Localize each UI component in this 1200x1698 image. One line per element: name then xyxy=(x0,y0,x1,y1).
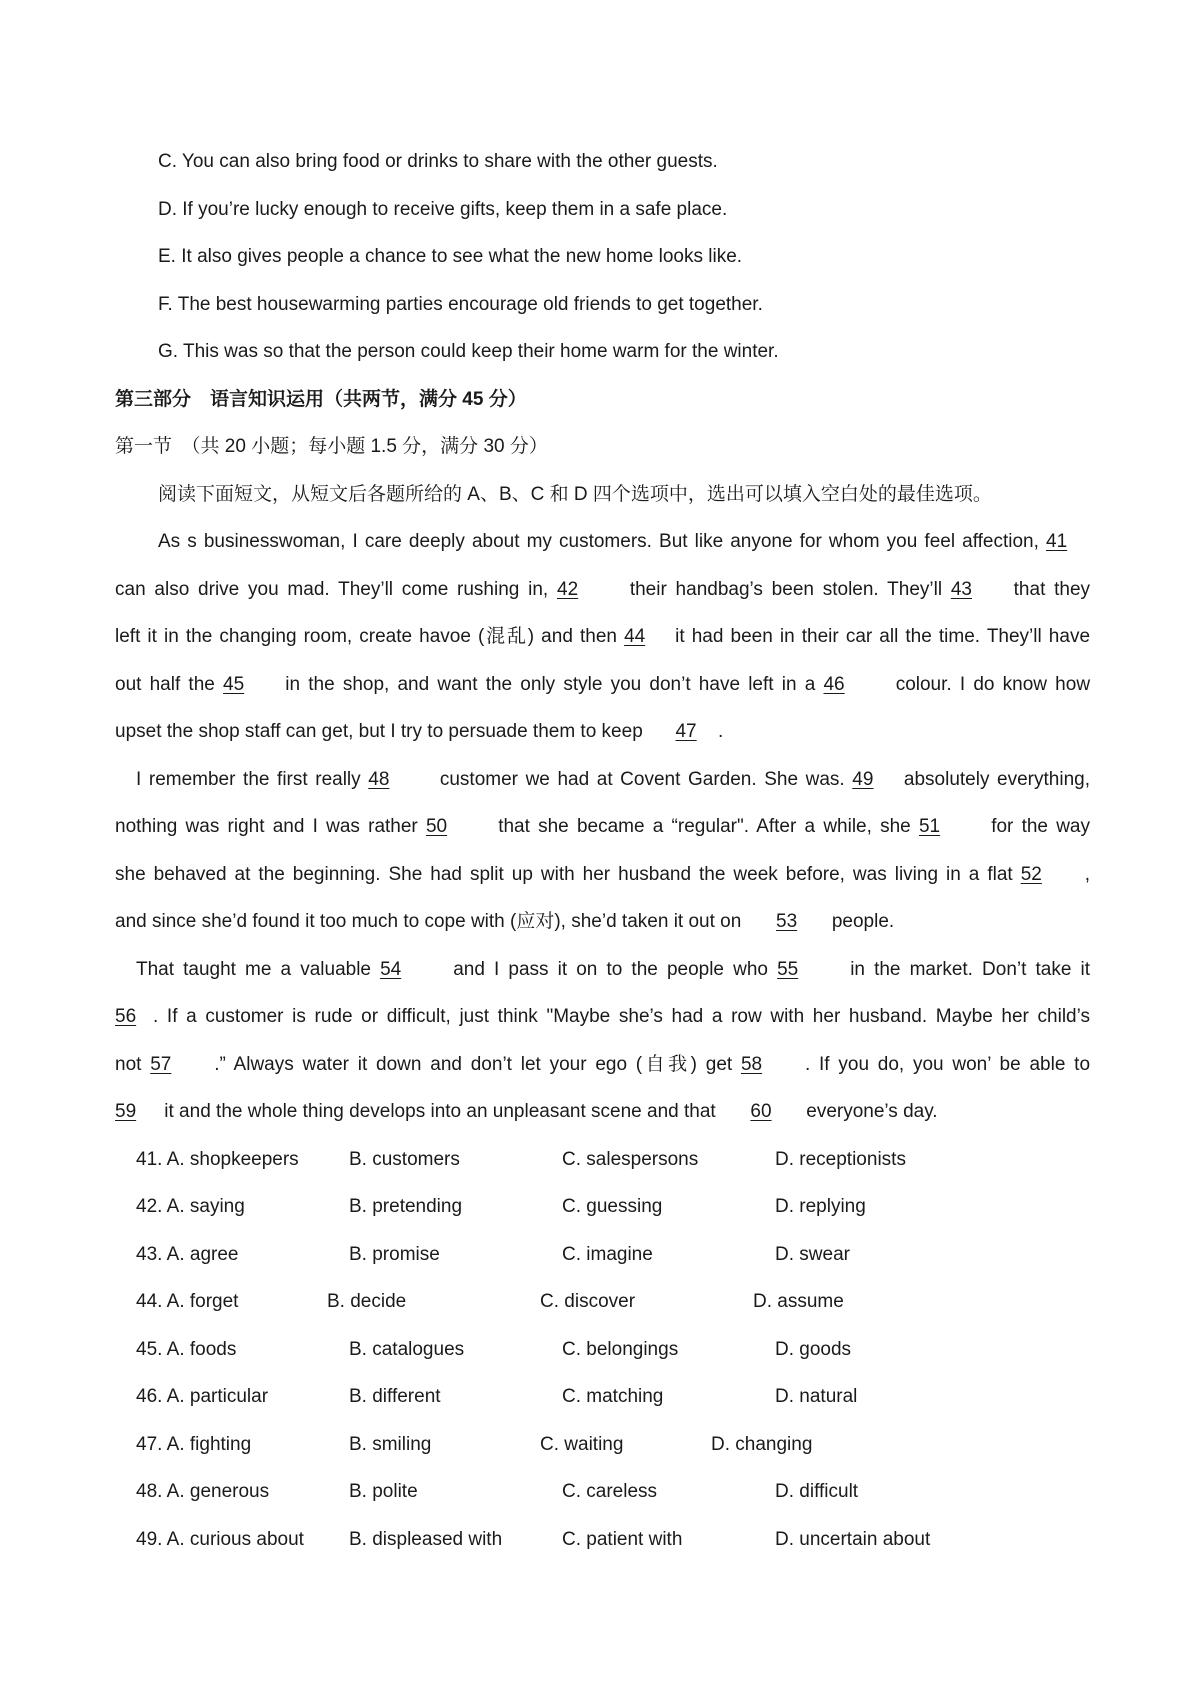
blank-59: 59 xyxy=(115,1101,137,1122)
blank-52: 52 xyxy=(1020,864,1042,885)
option-b: B. decide xyxy=(327,1291,407,1312)
passage-line-9: and since she’d found it too much to cope with (应对), she’d taken it out on 53 people. xyxy=(115,908,1090,936)
option-b: B. catalogues xyxy=(349,1339,465,1360)
option-a: 41. A. shopkeepers xyxy=(136,1149,299,1170)
option-c-line: C. You can also bring food or drinks to share with the other guests. xyxy=(158,151,718,172)
blank-49: 49 xyxy=(852,769,874,790)
option-d: D. goods xyxy=(775,1339,852,1360)
option-b: B. pretending xyxy=(349,1196,463,1217)
blank-51: 51 xyxy=(918,816,941,837)
passage-line-4: out half the 45 in the shop, and want the only style you don’t have left in a 46 colour. I do know how xyxy=(115,671,1090,699)
blank-46: 46 xyxy=(823,674,845,695)
blank-53: 53 xyxy=(776,911,798,932)
option-c: C. guessing xyxy=(562,1196,663,1217)
option-d: D. assume xyxy=(753,1291,844,1312)
instruction-text: 阅读下面短文，从短文后各题所给的 A、B、C 和 D 四个选项中，选出可以填入空白处的最佳选项。 xyxy=(158,484,992,505)
blank-43: 43 xyxy=(950,579,972,600)
blank-56: 56 xyxy=(115,1006,137,1027)
blank-47: 47 xyxy=(675,721,697,742)
blank-50: 50 xyxy=(425,816,448,837)
option-c: C. salespersons xyxy=(562,1149,699,1170)
passage-line-10: That taught me a valuable 54 and I pass it on to the people who 55 in the market. Don’t take it xyxy=(136,956,1090,984)
option-a: 48. A. generous xyxy=(136,1481,270,1502)
passage-line-2: can also drive you mad. They’ll come rushing in, 42 their handbag’s been stolen. They’ll 43 that they xyxy=(115,576,1090,604)
option-c: C. patient with xyxy=(562,1529,683,1550)
passage-line-5: upset the shop staff can get, but I try to persuade them to keep 47 . xyxy=(115,718,1090,746)
passage-line-6: I remember the first really 48 customer we had at Covent Garden. She was. 49 absolutely everything, xyxy=(136,766,1090,794)
passage-line-12: not 57 .” Always water it down and don’t let your ego (自我) get 58 . If you do, you won’ be able to xyxy=(115,1051,1090,1079)
option-d-line: D. If you’re lucky enough to receive gifts, keep them in a safe place. xyxy=(158,199,728,220)
option-a: 43. A. agree xyxy=(136,1244,239,1265)
blank-54: 54 xyxy=(380,959,402,980)
option-b: B. customers xyxy=(349,1149,460,1170)
blank-41: 41 xyxy=(1046,531,1068,552)
option-a: 47. A. fighting xyxy=(136,1434,252,1455)
option-a: 44. A. forget xyxy=(136,1291,239,1312)
option-g-line: G. This was so that the person could keep their home warm for the winter. xyxy=(158,341,779,362)
option-c: C. matching xyxy=(562,1386,664,1407)
option-c: C. careless xyxy=(562,1481,658,1502)
option-d: D. replying xyxy=(775,1196,866,1217)
passage-line-11: 56 . If a customer is rude or difficult, just think "Maybe she’s had a row with her husband. Maybe her child’s xyxy=(115,1003,1090,1031)
passage-line-3: left it in the changing room, create havoe (混乱) and then 44 it had been in their car all the time. They’ll have xyxy=(115,623,1090,651)
option-c: C. imagine xyxy=(562,1244,653,1265)
option-a: 45. A. foods xyxy=(136,1339,237,1360)
passage-line-7: nothing was right and I was rather 50 that she became a “regular". After a while, she 51 for the way xyxy=(115,813,1090,841)
blank-42: 42 xyxy=(557,579,579,600)
subsection-heading: 第一节 （共 20 小题；每小题 1.5 分，满分 30 分） xyxy=(115,436,548,457)
option-b: B. smiling xyxy=(349,1434,432,1455)
option-d: D. changing xyxy=(711,1434,813,1455)
option-d: D. uncertain about xyxy=(775,1529,931,1550)
option-b: B. displeased with xyxy=(349,1529,503,1550)
option-a: 42. A. saying xyxy=(136,1196,245,1217)
option-d: D. difficult xyxy=(775,1481,859,1502)
option-c: C. discover xyxy=(540,1291,636,1312)
option-d: D. swear xyxy=(775,1244,850,1265)
option-a: 49. A. curious about xyxy=(136,1529,304,1550)
blank-55: 55 xyxy=(777,959,799,980)
blank-60: 60 xyxy=(750,1101,772,1122)
option-e-line: E. It also gives people a chance to see what the new home looks like. xyxy=(158,246,743,267)
option-d: D. receptionists xyxy=(775,1149,906,1170)
option-a: 46. A. particular xyxy=(136,1386,269,1407)
option-d: D. natural xyxy=(775,1386,858,1407)
blank-57: 57 xyxy=(150,1054,172,1075)
blank-58: 58 xyxy=(740,1054,763,1075)
passage-line-8: she behaved at the beginning. She had split up with her husband the week before, was living in a flat 52 , xyxy=(115,861,1090,889)
section-heading: 第三部分 语言知识运用（共两节，满分 45 分） xyxy=(115,389,527,410)
passage-line-1: As s businesswoman, I care deeply about my customers. But like anyone for whom you feel affection, 41 xyxy=(158,528,1090,556)
option-b: B. promise xyxy=(349,1244,440,1265)
option-c: C. belongings xyxy=(562,1339,679,1360)
blank-44: 44 xyxy=(624,626,646,647)
blank-45: 45 xyxy=(223,674,245,695)
option-b: B. different xyxy=(349,1386,441,1407)
passage-line-13: 59 it and the whole thing develops into an unpleasant scene and that 60 everyone’s day. xyxy=(115,1098,1090,1126)
option-f-line: F. The best housewarming parties encourage old friends to get together. xyxy=(158,294,763,315)
option-c: C. waiting xyxy=(540,1434,624,1455)
option-b: B. polite xyxy=(349,1481,418,1502)
blank-48: 48 xyxy=(368,769,390,790)
